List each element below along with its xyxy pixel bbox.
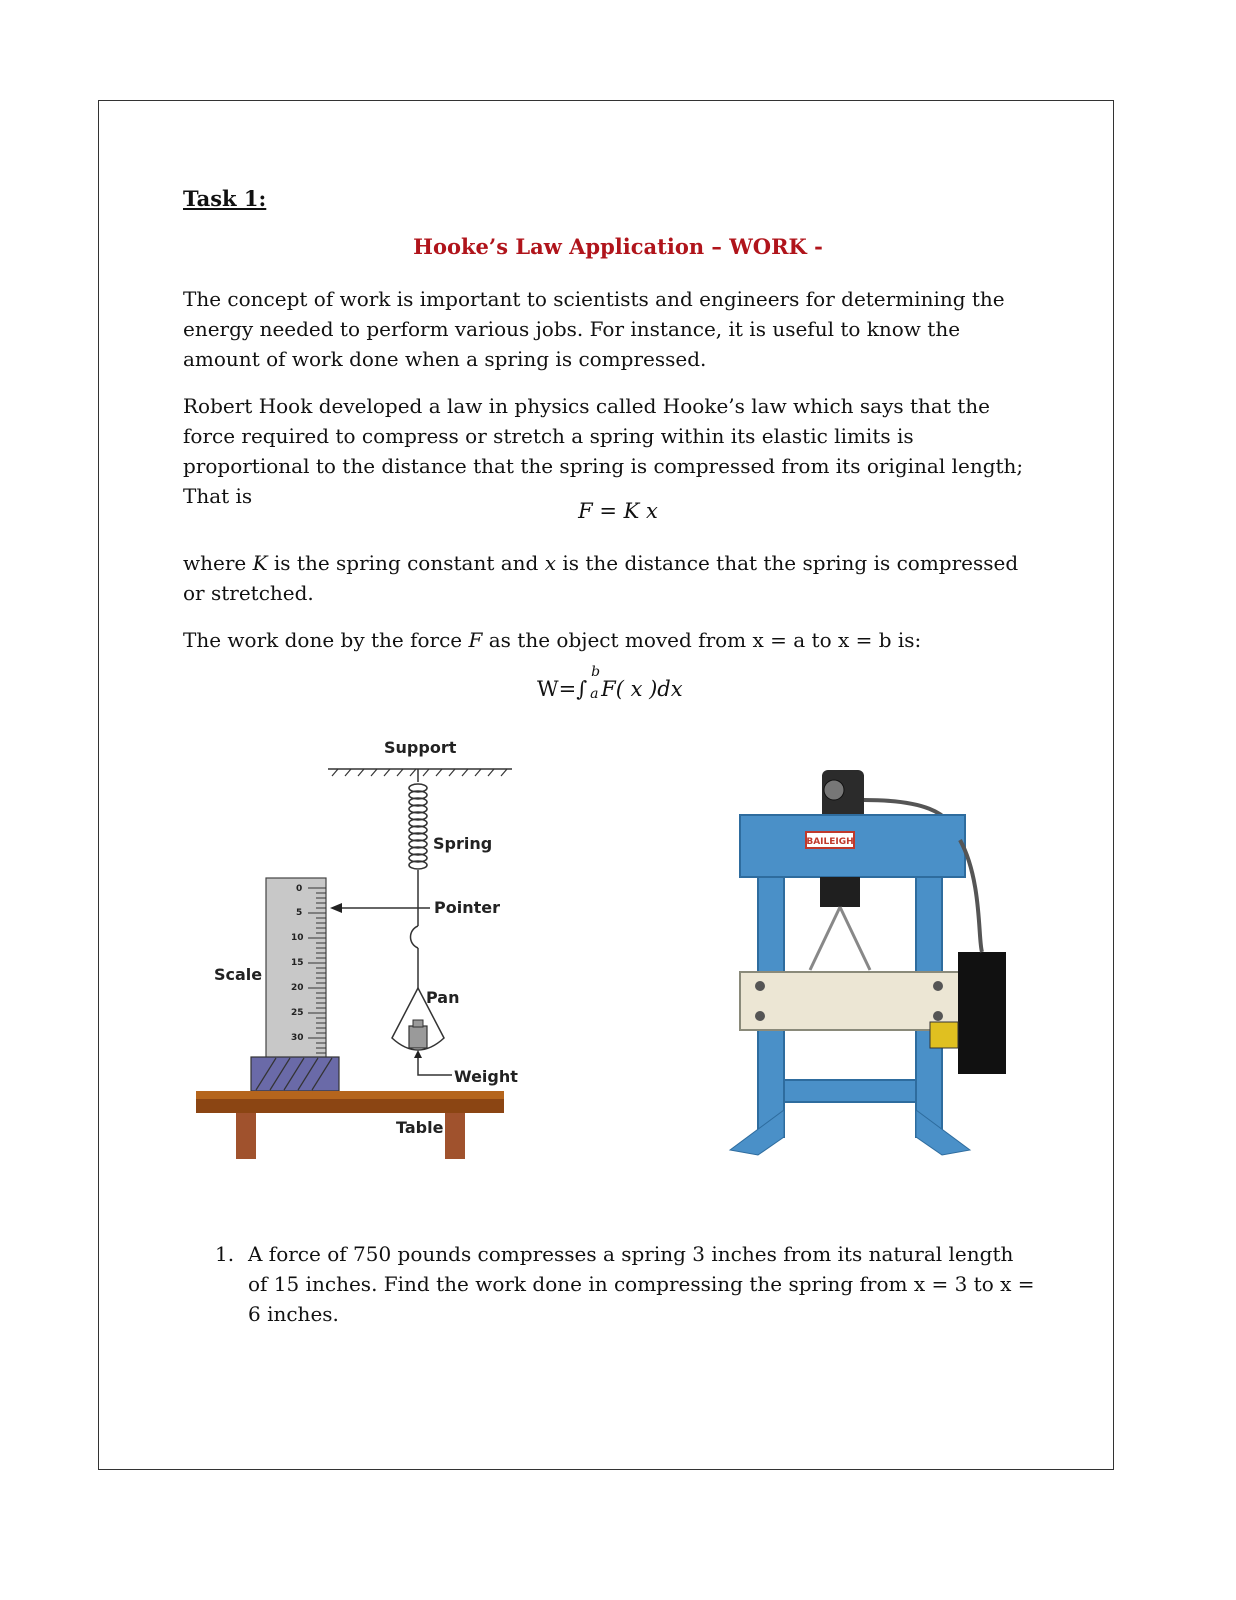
spring-scale-diagram bbox=[190, 730, 530, 1170]
document-title: Hooke’s Law Application – WORK - bbox=[413, 234, 823, 259]
press-lower-brace bbox=[784, 1080, 916, 1102]
press-bolt bbox=[755, 981, 765, 991]
weight-knob bbox=[413, 1020, 423, 1027]
press-gauge bbox=[824, 780, 844, 800]
text-segment: The work done by the force bbox=[183, 628, 469, 652]
text-segment: as the object moved from x = a to x = b is: bbox=[482, 628, 922, 652]
press-control-box bbox=[930, 1022, 958, 1048]
hydraulic-press-image bbox=[720, 770, 1020, 1160]
press-bed bbox=[740, 972, 960, 1030]
lower-limit: a bbox=[590, 686, 599, 702]
press-bolt bbox=[933, 1011, 943, 1021]
press-brand-text: BAILEIGH bbox=[806, 837, 854, 847]
variable-k: K bbox=[252, 551, 268, 575]
weight-label: Weight bbox=[454, 1067, 518, 1086]
variable-f: F bbox=[468, 628, 483, 652]
scale-tick-label: 30 bbox=[291, 1033, 304, 1043]
task-label: Task 1: bbox=[183, 186, 267, 211]
question-text: A force of 750 pounds compresses a spring 3 inches from its natural length of 15 inches. Find the work done in compressing the spring from x = 3 to x = 6 inches. bbox=[248, 1242, 1035, 1326]
weight-block bbox=[409, 1026, 427, 1048]
variable-x: x bbox=[544, 551, 556, 575]
pan-hook bbox=[411, 926, 419, 948]
table-leg-left bbox=[236, 1113, 256, 1159]
work-prefix: W= bbox=[537, 677, 577, 701]
scale-tick-label: 15 bbox=[291, 958, 304, 968]
scale-tick-label: 25 bbox=[291, 1008, 304, 1018]
weight-arrowhead bbox=[414, 1050, 422, 1058]
scale-base bbox=[251, 1057, 339, 1091]
pointer-arrowhead bbox=[330, 903, 342, 913]
pan-label: Pan bbox=[426, 988, 460, 1007]
press-cylinder bbox=[820, 877, 860, 907]
question-1 bbox=[215, 1239, 1035, 1329]
weight-leader bbox=[418, 1056, 452, 1075]
upper-limit: b bbox=[591, 664, 601, 680]
scale-tick-label: 0 bbox=[296, 884, 303, 894]
support-label: Support bbox=[384, 738, 457, 757]
integral-sign: ∫ bbox=[576, 677, 588, 701]
press-chains bbox=[810, 907, 870, 970]
text-segment: is the distance that the spring is compressed or stretched. bbox=[183, 551, 1019, 605]
scale-label: Scale bbox=[214, 965, 263, 984]
press-hydraulic-unit bbox=[958, 952, 1006, 1074]
table-leg-right bbox=[445, 1113, 465, 1159]
text-segment: is the spring constant and bbox=[267, 551, 545, 575]
pointer-label: Pointer bbox=[434, 898, 500, 917]
table-apron bbox=[196, 1099, 504, 1113]
paragraph-variable-definitions bbox=[183, 548, 1043, 608]
support-hatching bbox=[332, 769, 507, 776]
paragraph-work-concept: The concept of work is important to scientists and engineers for determining the energy needed to perform various jobs. For instance, it is useful to know the amount of work done when a spring is compressed. bbox=[183, 287, 1005, 371]
paragraph-hookes-law: Robert Hook developed a law in physics called Hooke’s law which says that the force required to compress or stretch a spring within its elastic limits is proportional to the distance that the spring is compressed from its original length; That is bbox=[183, 394, 1024, 508]
integrand: F( x )dx bbox=[601, 677, 683, 701]
spring-label: Spring bbox=[433, 834, 493, 853]
paragraph-work-definition bbox=[183, 625, 1043, 655]
press-bolt bbox=[933, 981, 943, 991]
press-bolt bbox=[755, 1011, 765, 1021]
equation-work-integral bbox=[537, 664, 683, 702]
text-segment: where bbox=[183, 551, 253, 575]
equation-hookes-law: F = K x bbox=[578, 499, 658, 523]
spring-coil bbox=[409, 784, 427, 869]
question-number: 1. bbox=[215, 1242, 235, 1266]
scale-tick-label: 10 bbox=[291, 933, 304, 943]
scale-tick-label: 20 bbox=[291, 983, 304, 993]
scale-tick-label: 5 bbox=[296, 908, 303, 918]
table-top bbox=[196, 1091, 504, 1099]
table-label: Table bbox=[396, 1118, 444, 1137]
integral-limits bbox=[587, 664, 601, 702]
